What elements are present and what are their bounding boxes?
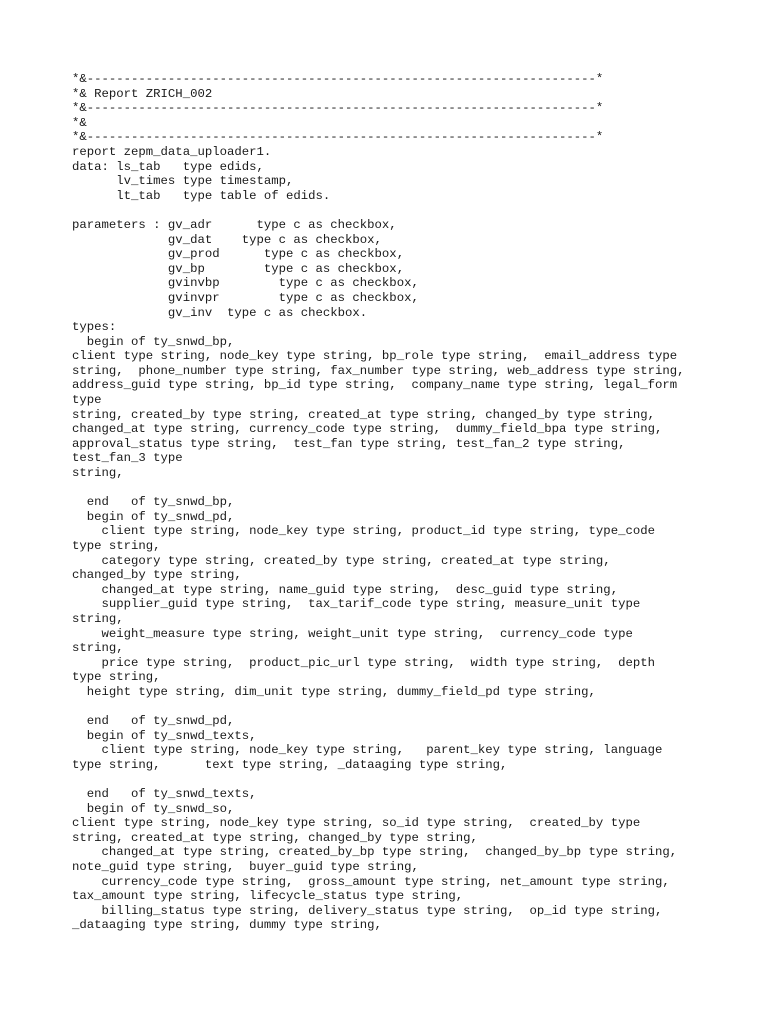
- code-line: height type string, dim_unit type string, dummy_field_pd type string,: [72, 684, 596, 699]
- code-line: begin of ty_snwd_so,: [72, 801, 235, 816]
- code-line: string, created_at type string, changed_by type string,: [72, 830, 478, 845]
- code-line: billing_status type string, delivery_status type string, op_id type string,: [72, 903, 663, 918]
- code-line: type string,: [72, 670, 161, 685]
- code-line: lt_tab type table of edids.: [72, 188, 331, 203]
- code-line: changed_at type string, name_guid type string, desc_guid type string,: [72, 582, 619, 597]
- code-line: category type string, created_by type string, created_at type string,: [72, 553, 611, 568]
- code-line: begin of ty_snwd_texts,: [72, 728, 257, 743]
- code-line: gvinvbp type c as checkbox,: [72, 276, 419, 291]
- code-line: supplier_guid type string, tax_tarif_code type string, measure_unit type: [72, 597, 641, 612]
- code-line: [72, 203, 722, 218]
- code-line: address_guid type string, bp_id type string, company_name type string, legal_form: [72, 378, 678, 393]
- code-line: gv_bp type c as checkbox,: [72, 261, 405, 276]
- code-line: weight_measure type string, weight_unit type string, currency_code type: [72, 626, 633, 641]
- code-line: client type string, node_key type string, parent_key type string, language: [72, 743, 663, 758]
- code-line: gv_dat type c as checkbox,: [72, 232, 382, 247]
- code-line: client type string, node_key type string, product_id type string, type_code: [72, 524, 655, 539]
- code-line: [72, 481, 722, 496]
- code-line: changed_at type string, created_by_bp type string, changed_by_bp type string,: [72, 845, 678, 860]
- code-line: client type string, node_key type string, bp_role type string, email_address type: [72, 349, 678, 364]
- code-line: changed_by type string,: [72, 568, 242, 583]
- code-line: *&---------------------------------------------------------------------*: [72, 72, 604, 86]
- code-line: tax_amount type string, lifecycle_status type string,: [72, 889, 464, 904]
- code-line: string, phone_number type string, fax_number type string, web_address type string,: [72, 363, 685, 378]
- code-line: _dataaging type string, dummy type string,: [72, 918, 382, 933]
- code-line: client type string, node_key type string, so_id type string, created_by type: [72, 816, 641, 831]
- code-line: begin of ty_snwd_pd,: [72, 509, 235, 524]
- code-line: approval_status type string, test_fan type string, test_fan_2 type string,: [72, 436, 626, 451]
- code-line: *&---------------------------------------------------------------------*: [72, 130, 604, 145]
- code-line: end of ty_snwd_texts,: [72, 787, 257, 802]
- code-line: type: [72, 393, 102, 408]
- code-line: *&: [72, 115, 87, 130]
- code-line: lv_times type timestamp,: [72, 174, 294, 189]
- code-line: type string,: [72, 539, 161, 553]
- code-line: gv_prod type c as checkbox,: [72, 247, 405, 262]
- code-line: [72, 700, 722, 715]
- code-line: note_guid type string, buyer_guid type string,: [72, 860, 419, 875]
- code-line: string,: [72, 641, 124, 656]
- code-line: *&---------------------------------------------------------------------*: [72, 101, 604, 116]
- code-line: data: ls_tab type edids,: [72, 159, 264, 174]
- code-line: [72, 773, 722, 788]
- code-line: string, created_by type string, created_at type string, changed_by type string,: [72, 407, 655, 422]
- code-line: type string, text type string, _dataaging type string,: [72, 757, 508, 772]
- code-line: price type string, product_pic_url type string, width type string, depth: [72, 655, 655, 670]
- code-line: currency_code type string, gross_amount type string, net_amount type string,: [72, 874, 670, 889]
- code-line: *& Report ZRICH_002: [72, 86, 213, 101]
- code-line: string,: [72, 611, 124, 626]
- code-line: begin of ty_snwd_bp,: [72, 334, 235, 349]
- code-line: end of ty_snwd_bp,: [72, 495, 235, 510]
- code-line: string,: [72, 466, 124, 481]
- code-line: parameters : gv_adr type c as checkbox,: [72, 217, 397, 232]
- code-document: [72, 72, 722, 933]
- code-line: test_fan_3 type: [72, 451, 183, 466]
- code-line: types:: [72, 320, 117, 335]
- code-line: gvinvpr type c as checkbox,: [72, 290, 419, 305]
- code-line: gv_inv type c as checkbox.: [72, 305, 368, 320]
- code-line: end of ty_snwd_pd,: [72, 714, 235, 729]
- code-line: report zepm_data_uploader1.: [72, 144, 272, 159]
- code-line: changed_at type string, currency_code type string, dummy_field_bpa type string,: [72, 422, 663, 437]
